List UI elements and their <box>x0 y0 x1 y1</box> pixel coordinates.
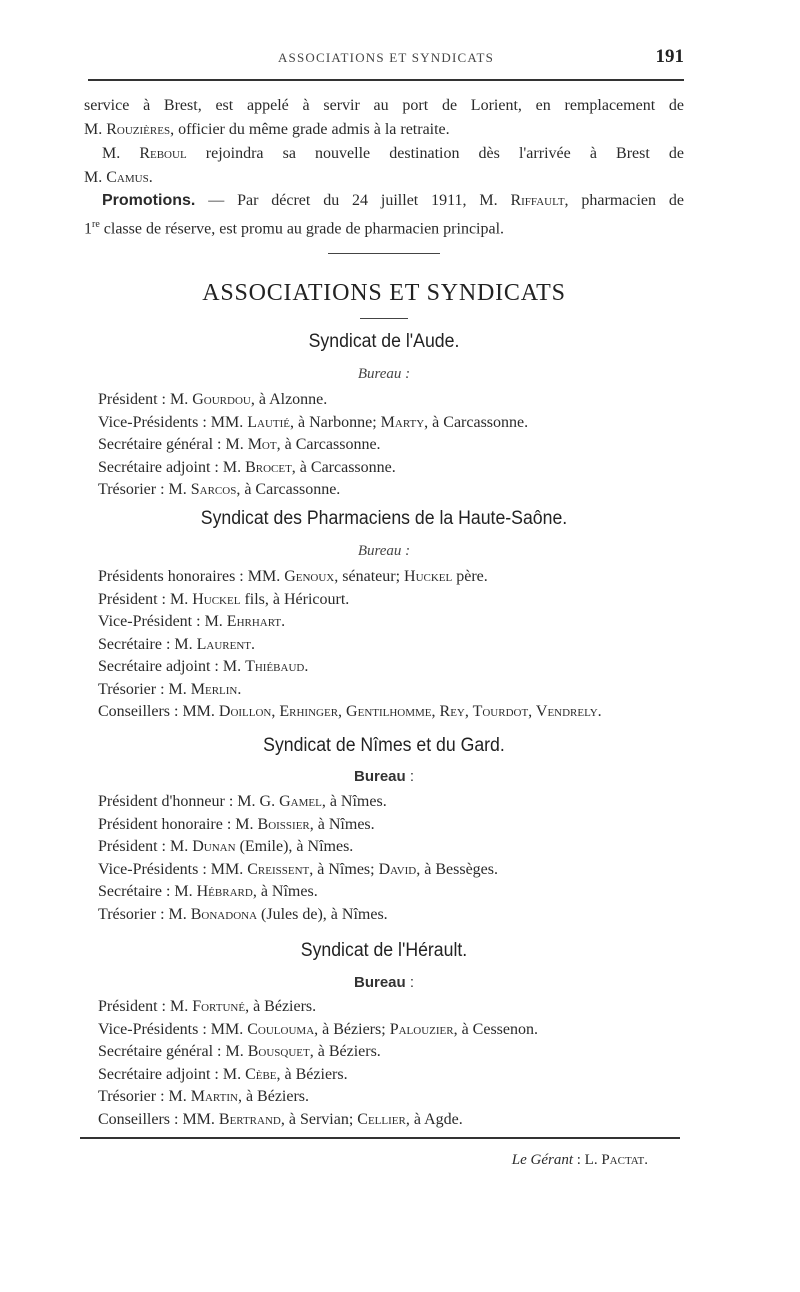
syndicate-title: Syndicat de Nîmes et du Gard. <box>263 735 505 756</box>
page-number: 191 <box>655 46 684 67</box>
syndicate-members <box>98 791 698 926</box>
syndicate-title: Syndicat de l'Aude. <box>308 331 460 352</box>
bureau-label <box>84 768 684 785</box>
member-name: Palouzier <box>389 1020 454 1038</box>
intro-text: M. <box>102 145 140 162</box>
member-name: Hébrard <box>196 883 253 900</box>
superscript: re <box>92 219 100 230</box>
member-name: Creissent <box>247 860 310 878</box>
member-location: , à Bessèges. <box>416 860 498 878</box>
syndicate-members <box>98 566 698 724</box>
member-name: Merlin <box>190 680 238 698</box>
member-location: , à Narbonne; <box>290 413 381 431</box>
member-line <box>98 566 698 589</box>
member-role: Secrétaire : M. <box>98 883 197 900</box>
member-name: Fortuné <box>192 998 246 1015</box>
member-role: Vice-Présidents : MM. <box>98 1020 248 1038</box>
member-location: , à Nîmes. <box>309 815 375 833</box>
member-line <box>98 904 698 927</box>
member-line <box>98 881 698 904</box>
bureau-word: Bureau <box>353 974 406 991</box>
member-line <box>98 814 698 837</box>
member-role: Secrétaire adjoint : M. <box>98 1065 246 1083</box>
member-name: Coulouma <box>247 1020 315 1038</box>
intro-line <box>84 94 684 118</box>
person-name: Reboul <box>139 145 187 162</box>
member-location: , à Béziers. <box>309 1043 381 1060</box>
member-role: Vice-Présidents : MM. <box>98 413 248 431</box>
signature-separator: : L. <box>573 1152 602 1168</box>
promotions-line <box>84 189 684 213</box>
member-role: Président d'honneur : M. G. <box>98 793 280 810</box>
member-location: père. <box>452 568 488 585</box>
member-location: , à Agde. <box>405 1110 463 1128</box>
member-location: , à Béziers. <box>276 1065 348 1083</box>
member-line <box>98 1109 698 1132</box>
intro-text: . <box>148 169 153 186</box>
intro-text: M. <box>84 169 107 186</box>
member-line <box>98 859 698 882</box>
member-line <box>98 996 698 1019</box>
syndicate-members <box>98 996 698 1131</box>
member-name: Mot <box>247 436 277 453</box>
member-location: , sénateur; <box>334 568 405 585</box>
member-line <box>98 836 698 859</box>
signature-label: Le Gérant <box>511 1152 573 1168</box>
person-name: Camus <box>106 169 149 186</box>
member-location: , à Alzonne. <box>250 391 328 408</box>
intro-paragraph-1 <box>84 94 684 142</box>
member-line <box>98 1041 698 1064</box>
member-line <box>98 1019 698 1042</box>
member-role: Vice-Présidents : MM. <box>98 860 248 878</box>
bureau-colon: : <box>405 974 415 991</box>
footer-rule <box>80 1137 680 1139</box>
member-role: Présidents honoraires : MM. <box>98 568 285 585</box>
member-location: , à Carcassonne. <box>424 413 529 431</box>
member-name: Bousquet <box>247 1043 310 1060</box>
member-name: Brocet <box>245 458 292 476</box>
member-name: Thiébaud <box>245 658 305 675</box>
member-name: Huckel <box>192 590 241 608</box>
running-head <box>88 46 684 72</box>
promotions-paragraph <box>84 189 684 241</box>
member-role: Président : M. <box>98 998 193 1015</box>
member-location: , à Nîmes; <box>309 860 379 878</box>
intro-text: M. <box>84 121 107 138</box>
member-line <box>98 701 698 724</box>
promotions-text: classe de réserve, est promu au grade de pharmacien principal. <box>99 220 505 238</box>
member-name: Gourdou <box>192 391 251 408</box>
promotions-line <box>84 213 684 241</box>
intro-text: service à Brest, est appelé à servir au port de Lorient, en remplacement de <box>84 97 684 114</box>
member-name: Sarcos <box>190 481 237 498</box>
intro-line <box>84 142 684 166</box>
intro-line <box>84 166 684 190</box>
member-role: Secrétaire : M. <box>98 635 197 653</box>
member-name: Gamel <box>279 793 322 810</box>
member-role: Trésorier : M. <box>98 1088 191 1105</box>
member-line <box>98 791 698 814</box>
section-divider <box>328 253 440 254</box>
member-line <box>98 1064 698 1087</box>
promotions-label: Promotions. <box>102 192 196 209</box>
bureau-label: Bureau : <box>357 543 411 559</box>
member-location: , à Cessenon. <box>453 1020 539 1038</box>
member-role: Secrétaire général : M. <box>98 1043 248 1060</box>
person-name: Rouzières <box>106 121 171 138</box>
member-location: fils, à Héricourt. <box>240 590 350 608</box>
member-role: Trésorier : M. <box>98 905 191 923</box>
member-role: Trésorier : M. <box>98 481 191 498</box>
member-location: (Jules de), à Nîmes. <box>257 905 388 923</box>
member-line <box>98 479 698 502</box>
member-name: Cèbe <box>245 1065 277 1083</box>
intro-text: , officier du même grade admis à la retraite. <box>170 121 450 138</box>
member-line <box>98 434 698 457</box>
promotions-text: 1 <box>84 220 92 238</box>
member-location: . <box>251 635 256 653</box>
member-location: . <box>237 680 242 698</box>
promotions-text: , pharmacien de <box>564 192 684 209</box>
bureau-word: Bureau <box>353 768 406 785</box>
bureau-label: Bureau : <box>357 366 411 382</box>
signature-name: Pactat <box>601 1152 645 1168</box>
header-rule <box>88 79 684 81</box>
member-location: , à Servian; <box>280 1110 358 1128</box>
member-location: , à Nîmes. <box>321 793 387 810</box>
member-role: Président : M. <box>98 391 193 408</box>
member-line <box>98 389 698 412</box>
member-location: , à Carcassonne. <box>291 458 396 476</box>
member-role: Trésorier : M. <box>98 680 191 698</box>
member-line <box>98 611 698 634</box>
member-name: Ehrhart <box>226 613 282 630</box>
syndicate-title: Syndicat des Pharmaciens de la Haute-Saône. <box>200 508 568 529</box>
member-location: . <box>281 613 286 630</box>
member-name: Genoux <box>284 568 335 585</box>
member-role: Président : M. <box>98 838 193 855</box>
member-role: Président : M. <box>98 590 193 608</box>
member-name: Doillon, Erhinger, Gentilhomme, Rey, Tourdot, Vendrely <box>218 703 598 720</box>
member-name: Marty <box>380 413 425 431</box>
member-name: Huckel <box>404 568 453 585</box>
member-location: , à Béziers. <box>237 1088 310 1105</box>
member-line <box>98 589 698 612</box>
signature <box>512 1152 648 1169</box>
member-line <box>98 679 698 702</box>
member-name: Lautié <box>247 413 291 431</box>
member-role: Vice-Président : M. <box>98 613 227 630</box>
intro-line <box>84 118 684 142</box>
member-location: , à Béziers; <box>314 1020 390 1038</box>
syndicate-title: Syndicat de l'Hérault. <box>300 940 468 961</box>
member-name: Laurent <box>196 635 252 653</box>
member-name: David <box>378 860 417 878</box>
member-name: Bonadona <box>190 905 258 923</box>
member-line <box>98 457 698 480</box>
member-location: (Emile), à Nîmes. <box>235 838 354 855</box>
bureau-colon: : <box>405 768 415 785</box>
member-name: Cellier <box>357 1110 406 1128</box>
member-line <box>98 412 698 435</box>
member-line <box>98 656 698 679</box>
member-line <box>98 1086 698 1109</box>
member-role: Conseillers : MM. <box>98 703 219 720</box>
member-name: Bertrand <box>218 1110 281 1128</box>
member-name: Martin <box>190 1088 238 1105</box>
intro-paragraph-2 <box>84 142 684 190</box>
syndicate-members <box>98 389 698 502</box>
member-name: Dunan <box>192 838 236 855</box>
member-location: , à Nîmes. <box>252 883 318 900</box>
intro-text: rejoindra sa nouvelle destination dès l'arrivée à Brest de <box>186 145 684 162</box>
member-location: , à Béziers. <box>245 998 317 1015</box>
section-title: ASSOCIATIONS ET SYNDICATS <box>202 280 566 306</box>
bureau-label <box>84 974 684 991</box>
member-role: Secrétaire général : M. <box>98 436 248 453</box>
member-name: Boissier <box>257 815 310 833</box>
member-role: Secrétaire adjoint : M. <box>98 458 246 476</box>
signature-end: . <box>644 1152 648 1168</box>
member-location: . <box>597 703 602 720</box>
member-line <box>98 634 698 657</box>
promotions-text: — Par décret du 24 juillet 1911, M. <box>195 192 511 209</box>
title-underline <box>360 318 408 319</box>
running-title: ASSOCIATIONS ET SYNDICATS <box>277 50 495 65</box>
member-role: Conseillers : MM. <box>98 1110 219 1128</box>
member-location: , à Carcassonne. <box>236 481 341 498</box>
member-location: . <box>304 658 309 675</box>
member-role: Président honoraire : M. <box>98 815 258 833</box>
person-name: Riffault <box>510 192 565 209</box>
member-role: Secrétaire adjoint : M. <box>98 658 246 675</box>
member-location: , à Carcassonne. <box>276 436 381 453</box>
